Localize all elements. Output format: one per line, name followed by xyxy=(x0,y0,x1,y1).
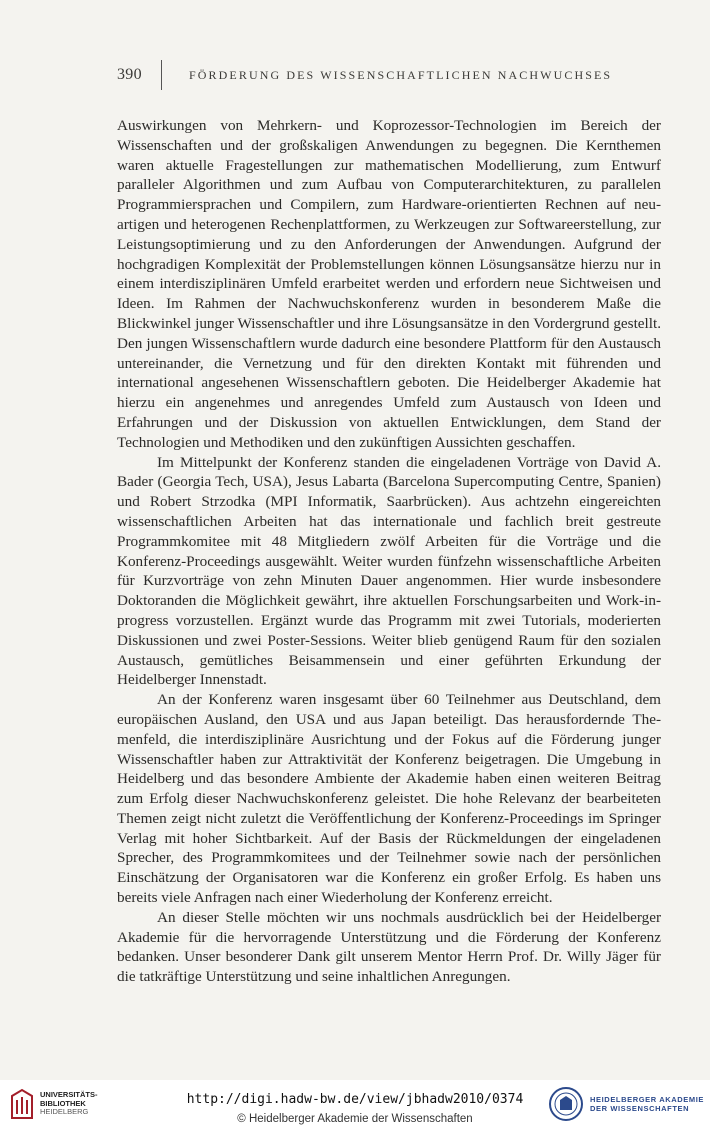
page-number: 390 xyxy=(117,66,142,83)
paragraph: An der Konferenz waren insgesamt über 60 Teilnehmer aus Deutschland, dem europäischen Ausland, den USA und aus Japan beteiligt. Das herausfordernde Themenfeld, die interdisziplinäre Ausrichtung und der Fokus auf die Förderung junger Wissenschaftler haben zur Attraktivität der Konferenz beigetragen. Die Umgebung in Heidelberg und das besondere Ambiente der Akademie haben einen weiteren Beitrag zum Erfolg dieser Nachwuchskonferenz geleistet. Die hohe Relevanz der bearbeiteten Themen zeigt nicht zuletzt die Veröffentlichung der Konferenz-Proceedings im Springer Verlag mit hoher Sichtbarkeit. Auf der Basis der Rückmeldungen der eingeladenen Sprecher, des Programmkomitees und der Teilnehmer sowie nach der persönlichen Einschätzung der Organisatoren war die Konferenz ein großer Erfolg. Es haben uns bereits viele Anfragen nach einer Wiederholung der Konferenz erreicht. xyxy=(117,691,661,907)
header-divider xyxy=(161,60,162,90)
academy-name: HEIDELBERGER AKADEMIE DER WISSENSCHAFTEN xyxy=(590,1095,704,1113)
paragraph: An dieser Stelle möchten wir uns nochmals ausdrücklich bei der Heidelberger Akademie für die hervorragende Unterstützung und die Förderung der Konferenz bedanken. Unser besonderer Dank gilt unserem Mentor Herrn Prof. Dr. Willy Jäger für die tatkräftige Unterstützung und seine inhaltlichen Anregungen. xyxy=(117,908,661,986)
paragraph: Im Mittelpunkt der Konferenz standen die eingeladenen Vorträge von David A. Bader (Georgia Tech, USA), Jesus Labarta (Barcelona Supercomputing Centre, Spanien) und Robert Strzodka (MPI Informatik, Saarbrücken). Aus achtzehn eingereichten wissenschaftlichen Arbeiten hat das internationale und fachlich breit gestreute Programmkomitee mit 48 Mitgliedern zwölf Arbeiten für die Vorträge und die Konferenz-Proceedings ausgewählt. Weiter wurden fünfzehn wissenschaftliche Arbeiten für Kurzvorträge von zehn Minuten Dauer angenommen. Hier wurde insbesondere Doktoranden die Möglichkeit gewährt, ihre aktuellen Forschungsarbeiten und Work-in-progress vorzustellen. Ergänzt wurde das Programm mit zwei Tutorials, moderierten Diskussionen und zwei Poster-Sessions. Weiter blieb genügend Raum für den sozialen Austausch, gemütliches Beisammensein und einer geführten Erkundung der Heidelberger Innenstadt. xyxy=(117,453,661,689)
body-text xyxy=(117,116,661,987)
running-title: FÖRDERUNG DES WISSENSCHAFTLICHEN NACHWUCHSES xyxy=(189,68,613,82)
library-name: UNIVERSITÄTS- BIBLIOTHEK HEIDELBERG xyxy=(40,1090,98,1116)
running-head xyxy=(117,66,657,90)
academy-seal-icon xyxy=(548,1086,584,1122)
permalink-url[interactable]: http://digi.hadw-bw.de/view/jbhadw2010/0374 xyxy=(186,1092,524,1107)
copyright-notice: © Heidelberger Akademie der Wissenschaften xyxy=(237,1113,473,1125)
viewer-footer xyxy=(0,1080,710,1130)
paragraph: Auswirkungen von Mehrkern- und Koprozessor-Technologien im Bereich der Wissenschaften und der großskaligen Anwendungen zu begegnen. Die Kernthemen waren aktuelle Fragestellungen zur mathematischen Modellierung, zum Entwurf paralleler Algorithmen und zum Aufbau von Computerarchitekturen, zu parallelen Programmiersprachen und Compilern, zum Hardware-orientierten Rechnen auf neuartigen und heterogenen Rechenplattformen, zu Werkzeugen zur Softwareerstellung, zur Leistungsoptimierung und zu den Anforderungen der Anwendungen. Aufgrund der hochgradigen Komplexität der Problemstellungen können Lösungsansätze hierzu nur in einem interdisziplinären Umfeld erarbeitet werden und erfordern neue Sichtweisen und Ideen. Im Rahmen der Nachwuchskonferenz wurden in besonderem Maße die Blickwinkel junger Wissenschaftler und ihre Lösungsansätze in den Vordergrund gestellt. Den jungen Wissenschaftlern wurde dadurch eine besondere Plattform für den Austausch untereinander, die Vernetzung und für den direkten Kontakt mit führenden und international angesehenen Wissenschaftlern geboten. Die Heidelberger Akademie hat hierzu ein angenehmes und anregendes Umfeld zum Austausch von Ideen und Erfahrungen und der Diskussion von aktuellen Entwicklungen, dem Stand der Technologien und Methodiken und den zukünftigen Aussichten geschaffen. xyxy=(117,117,661,451)
